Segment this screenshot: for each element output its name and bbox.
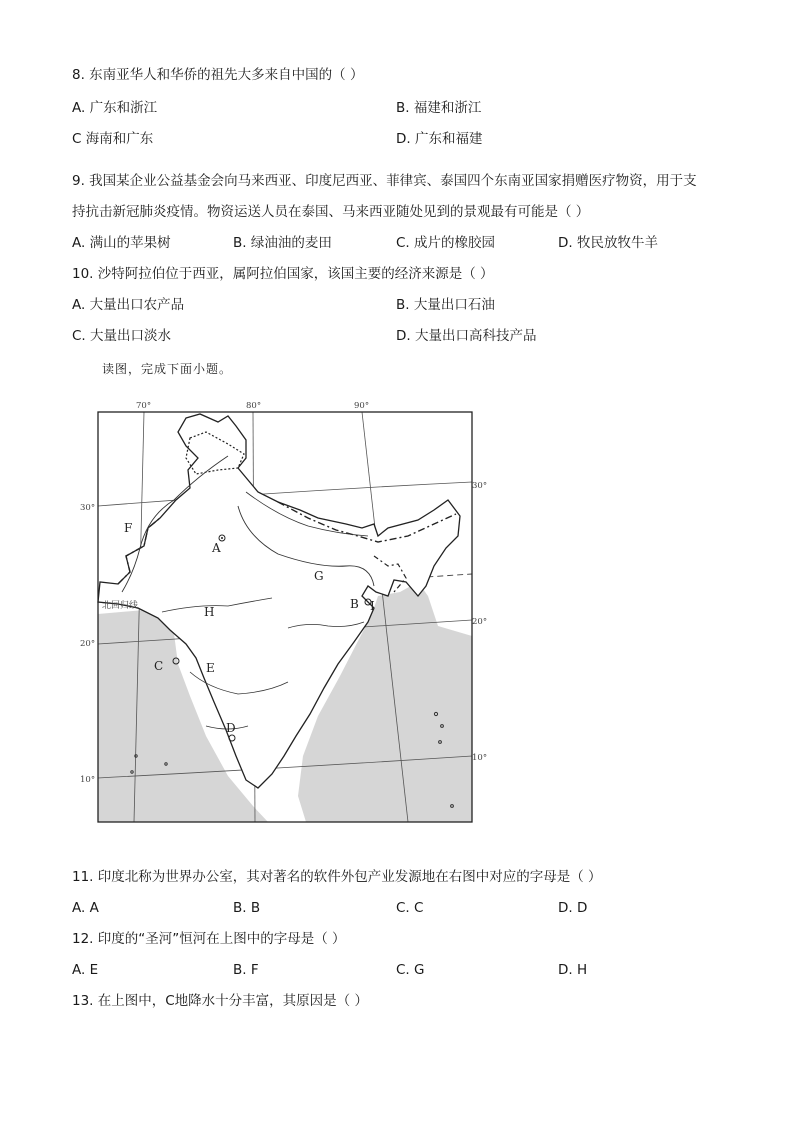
label-a: A (212, 541, 221, 555)
label-h: H (204, 605, 215, 619)
label-g: G (314, 569, 324, 583)
q12-option-c: C. G (396, 962, 425, 978)
q13-stem: 13. 在上图中，C地降水十分丰富，其原因是（ ） (72, 993, 368, 1009)
q12-stem: 12. 印度的“圣河”恒河在上图中的字母是（ ） (72, 931, 346, 947)
q12-option-d: D. H (558, 962, 588, 978)
q9-option-c: C. 成片的橡胶园 (396, 235, 496, 251)
q9-option-a: A. 满山的苹果树 (72, 235, 171, 251)
q9-stem-line2: 持抗击新冠肺炎疫情。物资运送人员在泰国、马来西亚随处见到的景观最有可能是（ ） (72, 204, 590, 220)
lon-80-label: 80° (246, 401, 262, 411)
label-e: E (206, 661, 215, 675)
q10-option-a: A. 大量出口农产品 (72, 297, 185, 313)
q11-option-a: A. A (72, 900, 99, 916)
q11-option-d: D. D (558, 900, 588, 916)
q10-option-c: C. 大量出口淡水 (72, 328, 172, 344)
lat-20-label-right: 20° (472, 617, 488, 627)
lon-70-label: 70° (136, 401, 152, 411)
lat-10-label-left: 10° (80, 775, 96, 785)
lat-30-label-right: 30° (472, 481, 488, 491)
q12-option-a: A. E (72, 962, 99, 978)
q8-option-a: A. 广东和浙江 (72, 100, 158, 116)
q9-stem-line1: 9. 我国某企业公益基金会向马来西亚、印度尼西亚、菲律宾、泰国四个东南亚国家捐赠医疗物资，用于支 (72, 173, 697, 189)
label-i: I (370, 599, 375, 613)
q11-stem: 11. 印度北称为世界办公室，其对著名的软件外包产业发源地在右图中对应的字母是（ ） (72, 869, 602, 885)
q10-option-b: B. 大量出口石油 (396, 297, 495, 313)
q8-option-b: B. 福建和浙江 (396, 100, 482, 116)
lat-30-label-left: 30° (80, 503, 96, 513)
q12-option-b: B. F (233, 962, 259, 978)
q8-option-d: D. 广东和福建 (396, 131, 483, 147)
lat-10-label-right: 10° (472, 753, 488, 763)
map-caption: 读图，完成下面小题。 (102, 362, 233, 376)
tropic-label: 北回归线 (102, 601, 139, 611)
lat-20-label-left: 20° (80, 639, 96, 649)
q9-option-d: D. 牧民放牧牛羊 (558, 235, 658, 251)
label-b: B (350, 597, 359, 611)
label-f: F (124, 521, 133, 535)
q8-option-c: C 海南和广东 (72, 131, 154, 147)
q10-stem: 10. 沙特阿拉伯位于西亚，属阿拉伯国家，该国主要的经济来源是（ ） (72, 266, 494, 282)
q9-option-b: B. 绿油油的麦田 (233, 235, 332, 251)
q10-option-d: D. 大量出口高科技产品 (396, 328, 537, 344)
q11-option-b: B. B (233, 900, 261, 916)
south-asia-map (78, 396, 494, 842)
label-d: D (226, 721, 236, 735)
q11-option-c: C. C (396, 900, 424, 916)
label-c: C (154, 659, 164, 673)
q8-stem: 8. 东南亚华人和华侨的祖先大多来自中国的（ ） (72, 67, 364, 83)
lon-90-label: 90° (354, 401, 370, 411)
